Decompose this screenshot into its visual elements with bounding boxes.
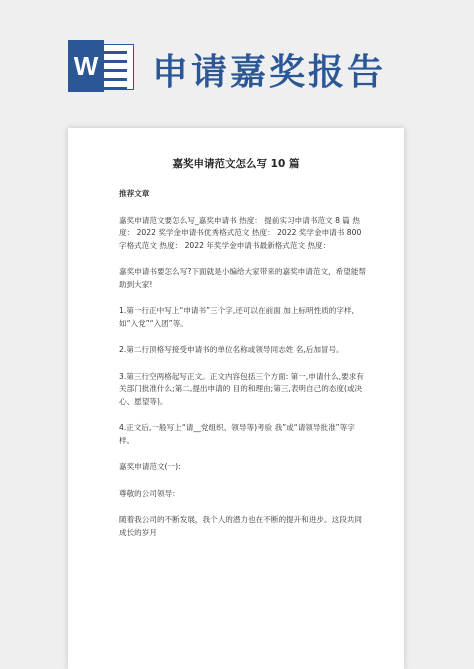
word-logo-letter: W (68, 40, 104, 92)
document-page (68, 128, 404, 669)
body-paragraph: 随着我公司的不断发展，我个人的潜力也在不断的提升和进步。这段共同成长的岁月 (119, 515, 362, 537)
rule-paragraph-3: 3.第三行空两格起写正文。正文内容包括三个方面: 第一,申请什么,要求有关部门批准什么;第二,提出申请的 目的和理由;第三,表明自己的态度(或决心、愿望等)。 (119, 371, 364, 406)
rule-paragraph-1: 1.第一行正中写上“申请书”三个字,还可以在前面 加上标明性质的字样,如“入党”“入团”等。 (119, 306, 354, 328)
recommend-label: 推荐文章 (119, 189, 150, 198)
rule-paragraph-2: 2.第二行顶格写接受申请书的单位名称或领导同志姓 名,后加冒号。 (119, 345, 344, 354)
word-document-icon (68, 40, 132, 92)
document-title: 嘉奖申请范文怎么写 10 篇 (172, 158, 300, 170)
salutation: 尊敬的公司领导： (119, 488, 180, 498)
document-body (119, 188, 369, 539)
recommend-list: 嘉奖申请范文要怎么写_嘉奖申请书 热度： 提前实习申请书范文 8 篇 热度： 2022 奖学金申请书优秀格式范文 热度： 2022 奖学金申请书 800 字格式范文 热度： 2022 年奖学金申请书最新格式范文 热度： (119, 215, 362, 250)
header-banner (0, 0, 474, 110)
intro-paragraph: 嘉奖申请书要怎么写?下面就是小编给大家带来的嘉奖申请范文，希望能帮助到大家! (119, 267, 367, 289)
sample-heading: 嘉奖申请范文(一): (119, 462, 181, 471)
rule-paragraph-4: 4.正文后,一般写上“请__党组织、领导等)考验 我”或“请领导批准”等字样。 (119, 423, 355, 445)
banner-title: 申请嘉奖报告 (152, 52, 387, 93)
